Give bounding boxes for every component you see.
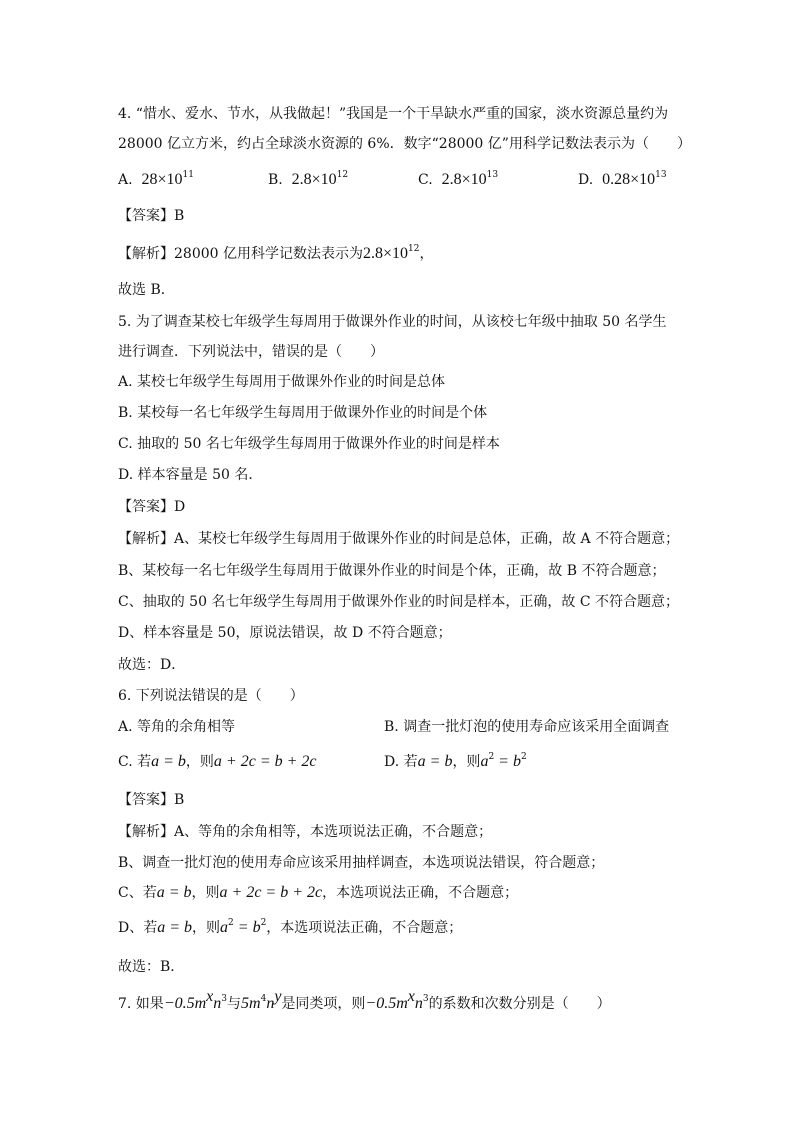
q6-answer: 【答案】B [118,792,185,808]
q6-option-c: C. 若a = b，则a + 2c = b + 2c [118,753,317,770]
q5-option-d: D. 样本容量是 50 名． [118,467,263,483]
q6-conclusion: 故选：B． [118,959,185,975]
q6-option-a: A. 等角的余角相等 [118,719,236,735]
q5-analysis-line4: D、样本容量是 50，原说法错误，故 D 不符合题意； [118,625,452,641]
q5-answer: 【答案】D [118,499,186,515]
q6-option-d: D. 若a = b，则$a^2 = b^2$ [384,752,527,770]
q5-stem-line2: 进行调查．下列说法中，错误的是（ ） [118,344,384,360]
q5-analysis-line1: 【解析】A、某校七年级学生每周用于做课外作业的时间是总体，正确，故 A 不符合题意； [118,531,680,547]
q5-option-a: A. 某校七年级学生每周用于做课外作业的时间是总体 [118,374,446,390]
q6-option-b: B. 调查一批灯泡的使用寿命应该采用全面调查 [384,719,670,735]
q5-option-b: B. 某校每一名七年级学生每周用于做课外作业的时间是个体 [118,405,488,421]
q5-stem-line1: 5. 为了调查某校七年级学生每周用于做课外作业的时间，从该校七年级中抽取 50 名学生 [118,314,667,330]
q7-stem: 7. 如果$-0.5m^xn^3$与$5m^4n^y$是同类项，则$-0.5m^xn^3$的系数和次数分别是（ ） [118,988,611,1012]
q4-option-b: B. $2.8\times 10^{12}$ [268,170,349,188]
q5-conclusion: 故选：D． [118,657,186,673]
q5-analysis-line3: C、抽取的 50 名七年级学生每周用于做课外作业的时间是样本，正确，故 C 不符合题意； [118,594,680,610]
q5-option-c: C. 抽取的 50 名七年级学生每周用于做课外作业的时间是样本 [118,436,500,452]
q4-analysis: 【解析】28000 亿用科学记数法表示为$2.8\times 10^{12}$， [118,244,434,262]
q6-analysis-line4: D、若a = b，则$a^2 = b^2$，本选项说法正确，不合题意； [118,918,463,936]
q4-stem-line1: 4. “惜水、爱水、节水，从我做起！”我国是一个干旱缺水严重的国家，淡水资源总量约为 [118,106,669,122]
q4-option-a: A. $28\times 10^{11}$ [118,170,194,188]
q6-stem: 6. 下列说法错误的是（ ） [118,688,304,704]
q4-conclusion: 故选 B． [118,282,175,298]
q6-analysis-line2: B、调查一批灯泡的使用寿命应该采用抽样调查，本选项说法错误，符合题意； [118,855,605,871]
q6-analysis-line1: 【解析】A、等角的余角相等，本选项说法正确，不合题意； [118,824,493,840]
q4-stem-line2: 28000 亿立方米，约占全球淡水资源的 6%．数字“28000 亿”用科学记数法表示为（ ） [118,136,691,152]
q4-option-d: D. $0.28\times 10^{13}$ [578,170,667,188]
q5-analysis-line2: B、某校每一名七年级学生每周用于做课外作业的时间是个体，正确，故 B 不符合题意； [118,563,666,579]
q4-option-c: C. $2.8\times 10^{13}$ [418,170,499,188]
q6-analysis-line3: C、若a = b，则a + 2c = b + 2c，本选项说法正确，不合题意； [118,884,519,901]
q4-answer: 【答案】B [118,208,185,224]
